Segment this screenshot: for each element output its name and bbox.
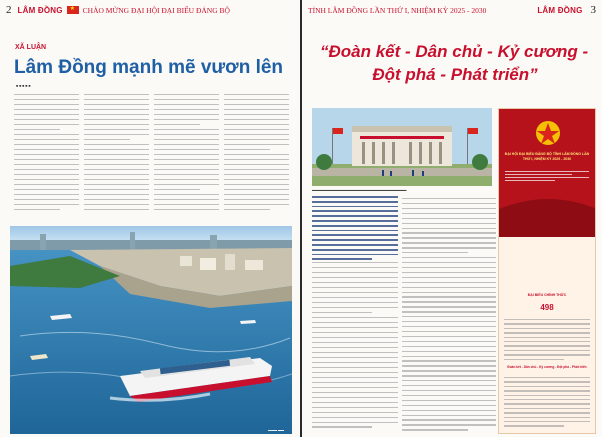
section-rubric: XÃ LUẬN <box>15 44 47 51</box>
poster-details <box>505 171 589 181</box>
lead-paragraph <box>312 196 398 260</box>
right-page-header <box>302 0 602 20</box>
sidebar-summary <box>504 319 590 360</box>
congress-theme: Đoàn kết - Dân chủ - Kỷ cương - Đột phá - Phát triển <box>507 365 587 369</box>
right-article-body <box>402 196 496 431</box>
congress-photo <box>312 108 492 186</box>
newspaper-logo: LÂM ĐỒNG <box>17 5 63 15</box>
text-column <box>312 260 398 431</box>
delegates-label: ĐẠI BIỂU CHÍNH THỨC <box>527 293 567 297</box>
photo-credit: ▬▬▬ ▬▬ <box>268 428 284 432</box>
page-number: 3 <box>590 4 596 16</box>
delegates-count: 498 <box>540 303 554 312</box>
congress-poster <box>499 109 595 237</box>
sidebar-list <box>504 377 590 427</box>
left-headline: Lâm Đồng mạnh mẽ vươn lên <box>14 57 284 78</box>
left-page-header <box>0 0 300 20</box>
text-column <box>154 92 219 222</box>
text-column <box>224 92 289 222</box>
newspaper-logo: LÂM ĐỒNG <box>537 5 583 15</box>
harbor-illustration <box>10 226 292 434</box>
header-banner: CHÀO MỪNG ĐẠI HỘI ĐẠI BIỂU ĐẢNG BỘ <box>82 5 230 15</box>
headline-line-1: “Đoàn kết - Dân chủ - Kỷ cương - <box>320 42 589 61</box>
page-number: 2 <box>6 4 12 16</box>
photo-caption: ▬▬▬▬▬▬▬▬▬▬▬▬▬▬▬▬▬▬▬▬▬▬▬▬▬▬▬ <box>312 188 407 192</box>
poster-title: ĐẠI HỘI ĐẠI BIỂU ĐẢNG BỘ TỈNH LÂM ĐỒNG LẦN THỨ I, NHIỆM KỲ 2025 - 2030 <box>504 152 590 161</box>
byline: ■ ■ ■ ■ ■ <box>16 84 31 88</box>
text-column <box>84 92 149 222</box>
text-column <box>402 196 496 431</box>
harbor-photo <box>10 226 292 434</box>
flag-icon <box>67 6 79 14</box>
headline-line-2: Đột phá - Phát triển” <box>372 65 538 84</box>
congress-building-illustration <box>312 108 492 186</box>
left-article-body <box>14 92 289 222</box>
right-headline <box>320 40 590 86</box>
header-banner: TỈNH LÂM ĐỒNG LẦN THỨ I, NHIỆM KỲ 2025 - 2030 <box>308 5 487 15</box>
congress-info-sidebar <box>498 108 596 434</box>
left-page <box>0 0 300 437</box>
text-column <box>14 92 79 222</box>
right-page <box>302 0 602 437</box>
